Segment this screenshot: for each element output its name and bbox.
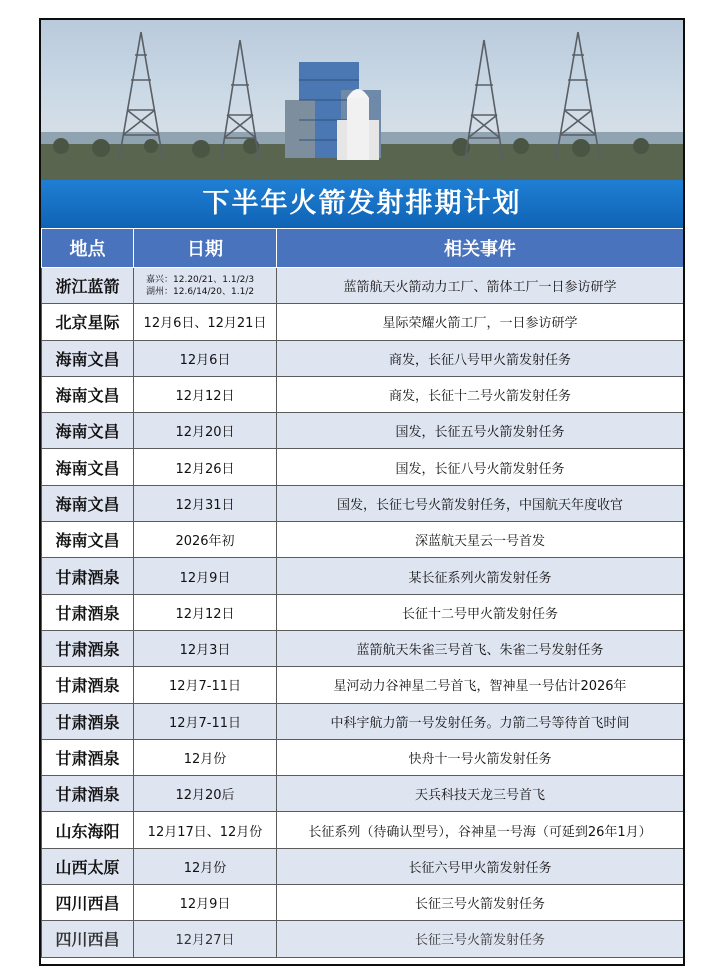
date-cell: 12月6日、12月21日: [134, 304, 277, 340]
table-row: [42, 703, 684, 739]
table-row: [42, 885, 684, 921]
location-cell: 海南文昌: [42, 340, 134, 376]
header-event: 相关事件: [277, 229, 684, 268]
location-cell: 浙江蓝箭: [42, 268, 134, 304]
table-row: [42, 921, 684, 957]
event-cell: 国发，长征五号火箭发射任务: [277, 413, 684, 449]
date-cell: 12月9日: [134, 885, 277, 921]
event-cell: 商发，长征八号甲火箭发射任务: [277, 340, 684, 376]
event-cell: 某长征系列火箭发射任务: [277, 558, 684, 594]
date-cell: [134, 268, 277, 304]
location-cell: 甘肃酒泉: [42, 739, 134, 775]
location-cell: 四川西昌: [42, 921, 134, 957]
event-cell: 长征三号火箭发射任务: [277, 921, 684, 957]
table-row: [42, 413, 684, 449]
table-row: [42, 268, 684, 304]
table-row: [42, 594, 684, 630]
date-cell: 12月3日: [134, 630, 277, 666]
date-cell: 12月7-11日: [134, 667, 277, 703]
event-cell: 中科宇航力箭一号发射任务。力箭二号等待首飞时间: [277, 703, 684, 739]
location-cell: 甘肃酒泉: [42, 594, 134, 630]
table-row: [42, 522, 684, 558]
location-cell: 海南文昌: [42, 522, 134, 558]
event-cell: 长征三号火箭发射任务: [277, 885, 684, 921]
event-cell: 国发，长征八号火箭发射任务: [277, 449, 684, 485]
date-cell: 12月20后: [134, 776, 277, 812]
table-row: [42, 558, 684, 594]
date-cell: 12月17日、12月份: [134, 812, 277, 848]
location-cell: 甘肃酒泉: [42, 630, 134, 666]
header-location: 地点: [42, 229, 134, 268]
event-cell: 商发，长征十二号火箭发射任务: [277, 376, 684, 412]
table-header-row: [42, 229, 684, 268]
table-row: [42, 485, 684, 521]
event-cell: 快舟十一号火箭发射任务: [277, 739, 684, 775]
date-cell: 12月份: [134, 848, 277, 884]
date-cell: 2026年初: [134, 522, 277, 558]
date-line: 嘉兴：12.20/21、1.1/2/3: [146, 274, 255, 285]
table-row: [42, 776, 684, 812]
location-cell: 四川西昌: [42, 885, 134, 921]
date-cell: 12月31日: [134, 485, 277, 521]
header-date: 日期: [134, 229, 277, 268]
location-cell: 海南文昌: [42, 376, 134, 412]
date-cell: 12月6日: [134, 340, 277, 376]
event-cell: 深蓝航天星云一号首发: [277, 522, 684, 558]
date-cell: 12月12日: [134, 594, 277, 630]
date-cell: 12月27日: [134, 921, 277, 957]
date-cell: 12月26日: [134, 449, 277, 485]
table-row: [42, 304, 684, 340]
location-cell: 海南文昌: [42, 485, 134, 521]
location-cell: 甘肃酒泉: [42, 667, 134, 703]
location-cell: 海南文昌: [42, 449, 134, 485]
event-cell: 蓝箭航天朱雀三号首飞、朱雀二号发射任务: [277, 630, 684, 666]
location-cell: 甘肃酒泉: [42, 776, 134, 812]
location-cell: 山西太原: [42, 848, 134, 884]
table-row: [42, 848, 684, 884]
event-cell: 长征系列（待确认型号），谷神星一号海（可延到26年1月）: [277, 812, 684, 848]
date-cell: 12月9日: [134, 558, 277, 594]
location-cell: 甘肃酒泉: [42, 703, 134, 739]
date-cell: 12月20日: [134, 413, 277, 449]
table-row: [42, 340, 684, 376]
table-row: [42, 739, 684, 775]
launch-schedule-table: [41, 228, 684, 958]
event-cell: 国发，长征七号火箭发射任务，中国航天年度收官: [277, 485, 684, 521]
event-cell: 天兵科技天龙三号首飞: [277, 776, 684, 812]
date-cell: 12月7-11日: [134, 703, 277, 739]
date-cell: 12月份: [134, 739, 277, 775]
launch-site-photo: [41, 20, 683, 180]
date-cell: 12月12日: [134, 376, 277, 412]
location-cell: 甘肃酒泉: [42, 558, 134, 594]
schedule-poster: [39, 18, 685, 966]
event-cell: 长征十二号甲火箭发射任务: [277, 594, 684, 630]
page-title: 下半年火箭发射排期计划: [41, 180, 683, 228]
date-line: 湖州：12.6/14/20、1.1/2: [146, 286, 255, 297]
location-cell: 北京星际: [42, 304, 134, 340]
event-cell: 蓝箭航天火箭动力工厂、箭体工厂一日参访研学: [277, 268, 684, 304]
event-cell: 星河动力谷神星二号首飞，智神星一号估计2026年: [277, 667, 684, 703]
table-row: [42, 449, 684, 485]
table-row: [42, 812, 684, 848]
location-cell: 山东海阳: [42, 812, 134, 848]
table-row: [42, 376, 684, 412]
table-row: [42, 667, 684, 703]
event-cell: 星际荣耀火箭工厂，一日参访研学: [277, 304, 684, 340]
event-cell: 长征六号甲火箭发射任务: [277, 848, 684, 884]
table-row: [42, 630, 684, 666]
location-cell: 海南文昌: [42, 413, 134, 449]
